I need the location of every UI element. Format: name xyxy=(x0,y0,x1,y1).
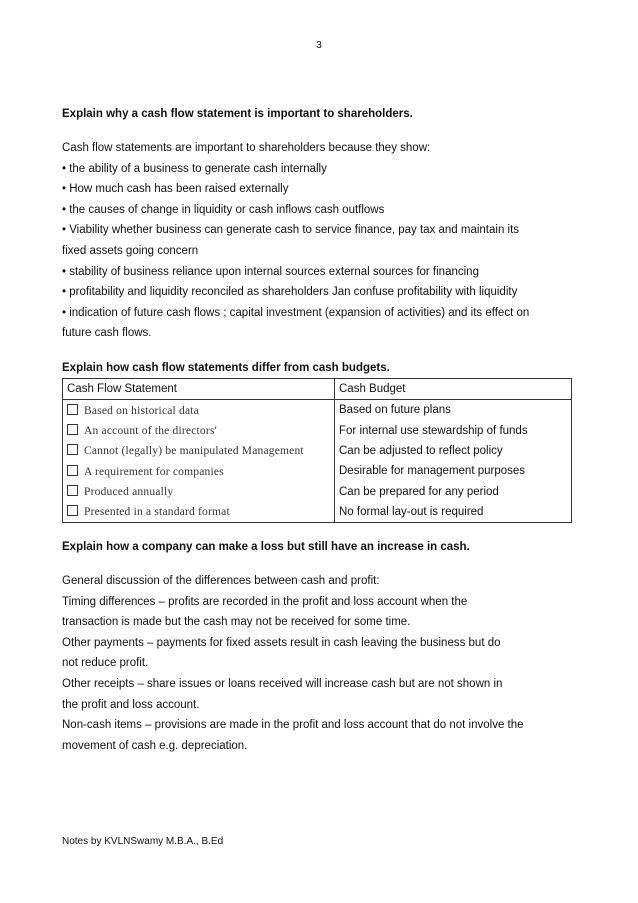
section1-intro: Cash flow statements are important to shareholders because they show: xyxy=(62,142,431,154)
page-content xyxy=(62,106,574,756)
paragraph-line: Other receipts – share issues or loans received will increase cash but are not shown in xyxy=(62,677,503,690)
paragraph-line: transaction is made but the cash may not be received for some time. xyxy=(62,616,411,629)
list-item: fixed assets going concern xyxy=(62,244,199,257)
footer-note: Notes by KVLNSwamy M.B.A., B.Ed xyxy=(62,836,224,847)
section3-heading: Explain how a company can make a loss but still have an increase in cash. xyxy=(62,541,470,554)
page-number: 3 xyxy=(316,40,322,51)
table-row xyxy=(63,481,572,501)
paragraph-line: Timing differences – profits are recorded in the profit and loss account when the xyxy=(62,595,468,608)
paragraph-line: movement of cash e.g. depreciation. xyxy=(62,739,248,752)
table-cell: Desirable for management purposes xyxy=(335,461,572,481)
table-cell: For internal use stewardship of funds xyxy=(335,421,572,441)
table-cell: An account of the directors' xyxy=(84,425,217,438)
list-item: future cash flows. xyxy=(62,327,152,340)
table-cell: Can be adjusted to reflect policy xyxy=(335,441,572,461)
table-header-row xyxy=(63,378,572,399)
table-header-cash-flow-statement: Cash Flow Statement xyxy=(63,378,335,399)
table-row xyxy=(63,441,572,461)
table-cell: Produced annually xyxy=(84,486,174,499)
paragraph-line: not reduce profit. xyxy=(62,657,149,670)
checkbox-icon xyxy=(67,424,78,435)
table-cell: Cannot (legally) be manipulated Management xyxy=(84,445,304,458)
list-item: • stability of business reliance upon internal sources external sources for financing xyxy=(62,265,479,278)
paragraph-line: the profit and loss account. xyxy=(62,698,200,711)
table-row xyxy=(63,400,572,421)
paragraph-line: Non-cash items – provisions are made in the profit and loss account that do not involve the xyxy=(62,719,524,732)
list-item: • the ability of a business to generate cash internally xyxy=(62,162,327,175)
table-cell: Based on historical data xyxy=(84,404,199,417)
section1-heading: Explain why a cash flow statement is important to shareholders. xyxy=(62,108,413,120)
checkbox-icon xyxy=(67,485,78,496)
table-row xyxy=(63,421,572,441)
table-cell: A requirement for companies xyxy=(84,465,224,478)
list-item: • indication of future cash flows ; capital investment (expansion of activities) and its effect on xyxy=(62,306,530,319)
table-cell: Based on future plans xyxy=(335,400,572,421)
table-cell: No formal lay-out is required xyxy=(335,502,572,523)
table-cell: Presented in a standard format xyxy=(84,506,230,519)
checkbox-icon xyxy=(67,465,78,476)
section2-heading: Explain how cash flow statements differ from cash budgets. xyxy=(62,361,390,374)
checkbox-icon xyxy=(67,444,78,455)
checkbox-icon xyxy=(67,404,78,415)
table-row xyxy=(63,461,572,481)
paragraph-line: Other payments – payments for fixed assets result in cash leaving the business but do xyxy=(62,636,501,649)
list-item: • Viability whether business can generate cash to service finance, pay tax and maintain its xyxy=(62,224,520,237)
list-item: • profitability and liquidity reconciled as shareholders Jan confuse profitability with liquidity xyxy=(62,286,518,299)
table-header-cash-budget: Cash Budget xyxy=(335,378,572,399)
list-item: • How much cash has been raised externally xyxy=(62,183,289,196)
comparison-table xyxy=(62,378,572,523)
table-cell: Can be prepared for any period xyxy=(335,481,572,501)
paragraph-line: General discussion of the differences between cash and profit: xyxy=(62,575,380,588)
table-row xyxy=(63,502,572,523)
checkbox-icon xyxy=(67,505,78,516)
list-item: • the causes of change in liquidity or cash inflows cash outflows xyxy=(62,203,385,216)
